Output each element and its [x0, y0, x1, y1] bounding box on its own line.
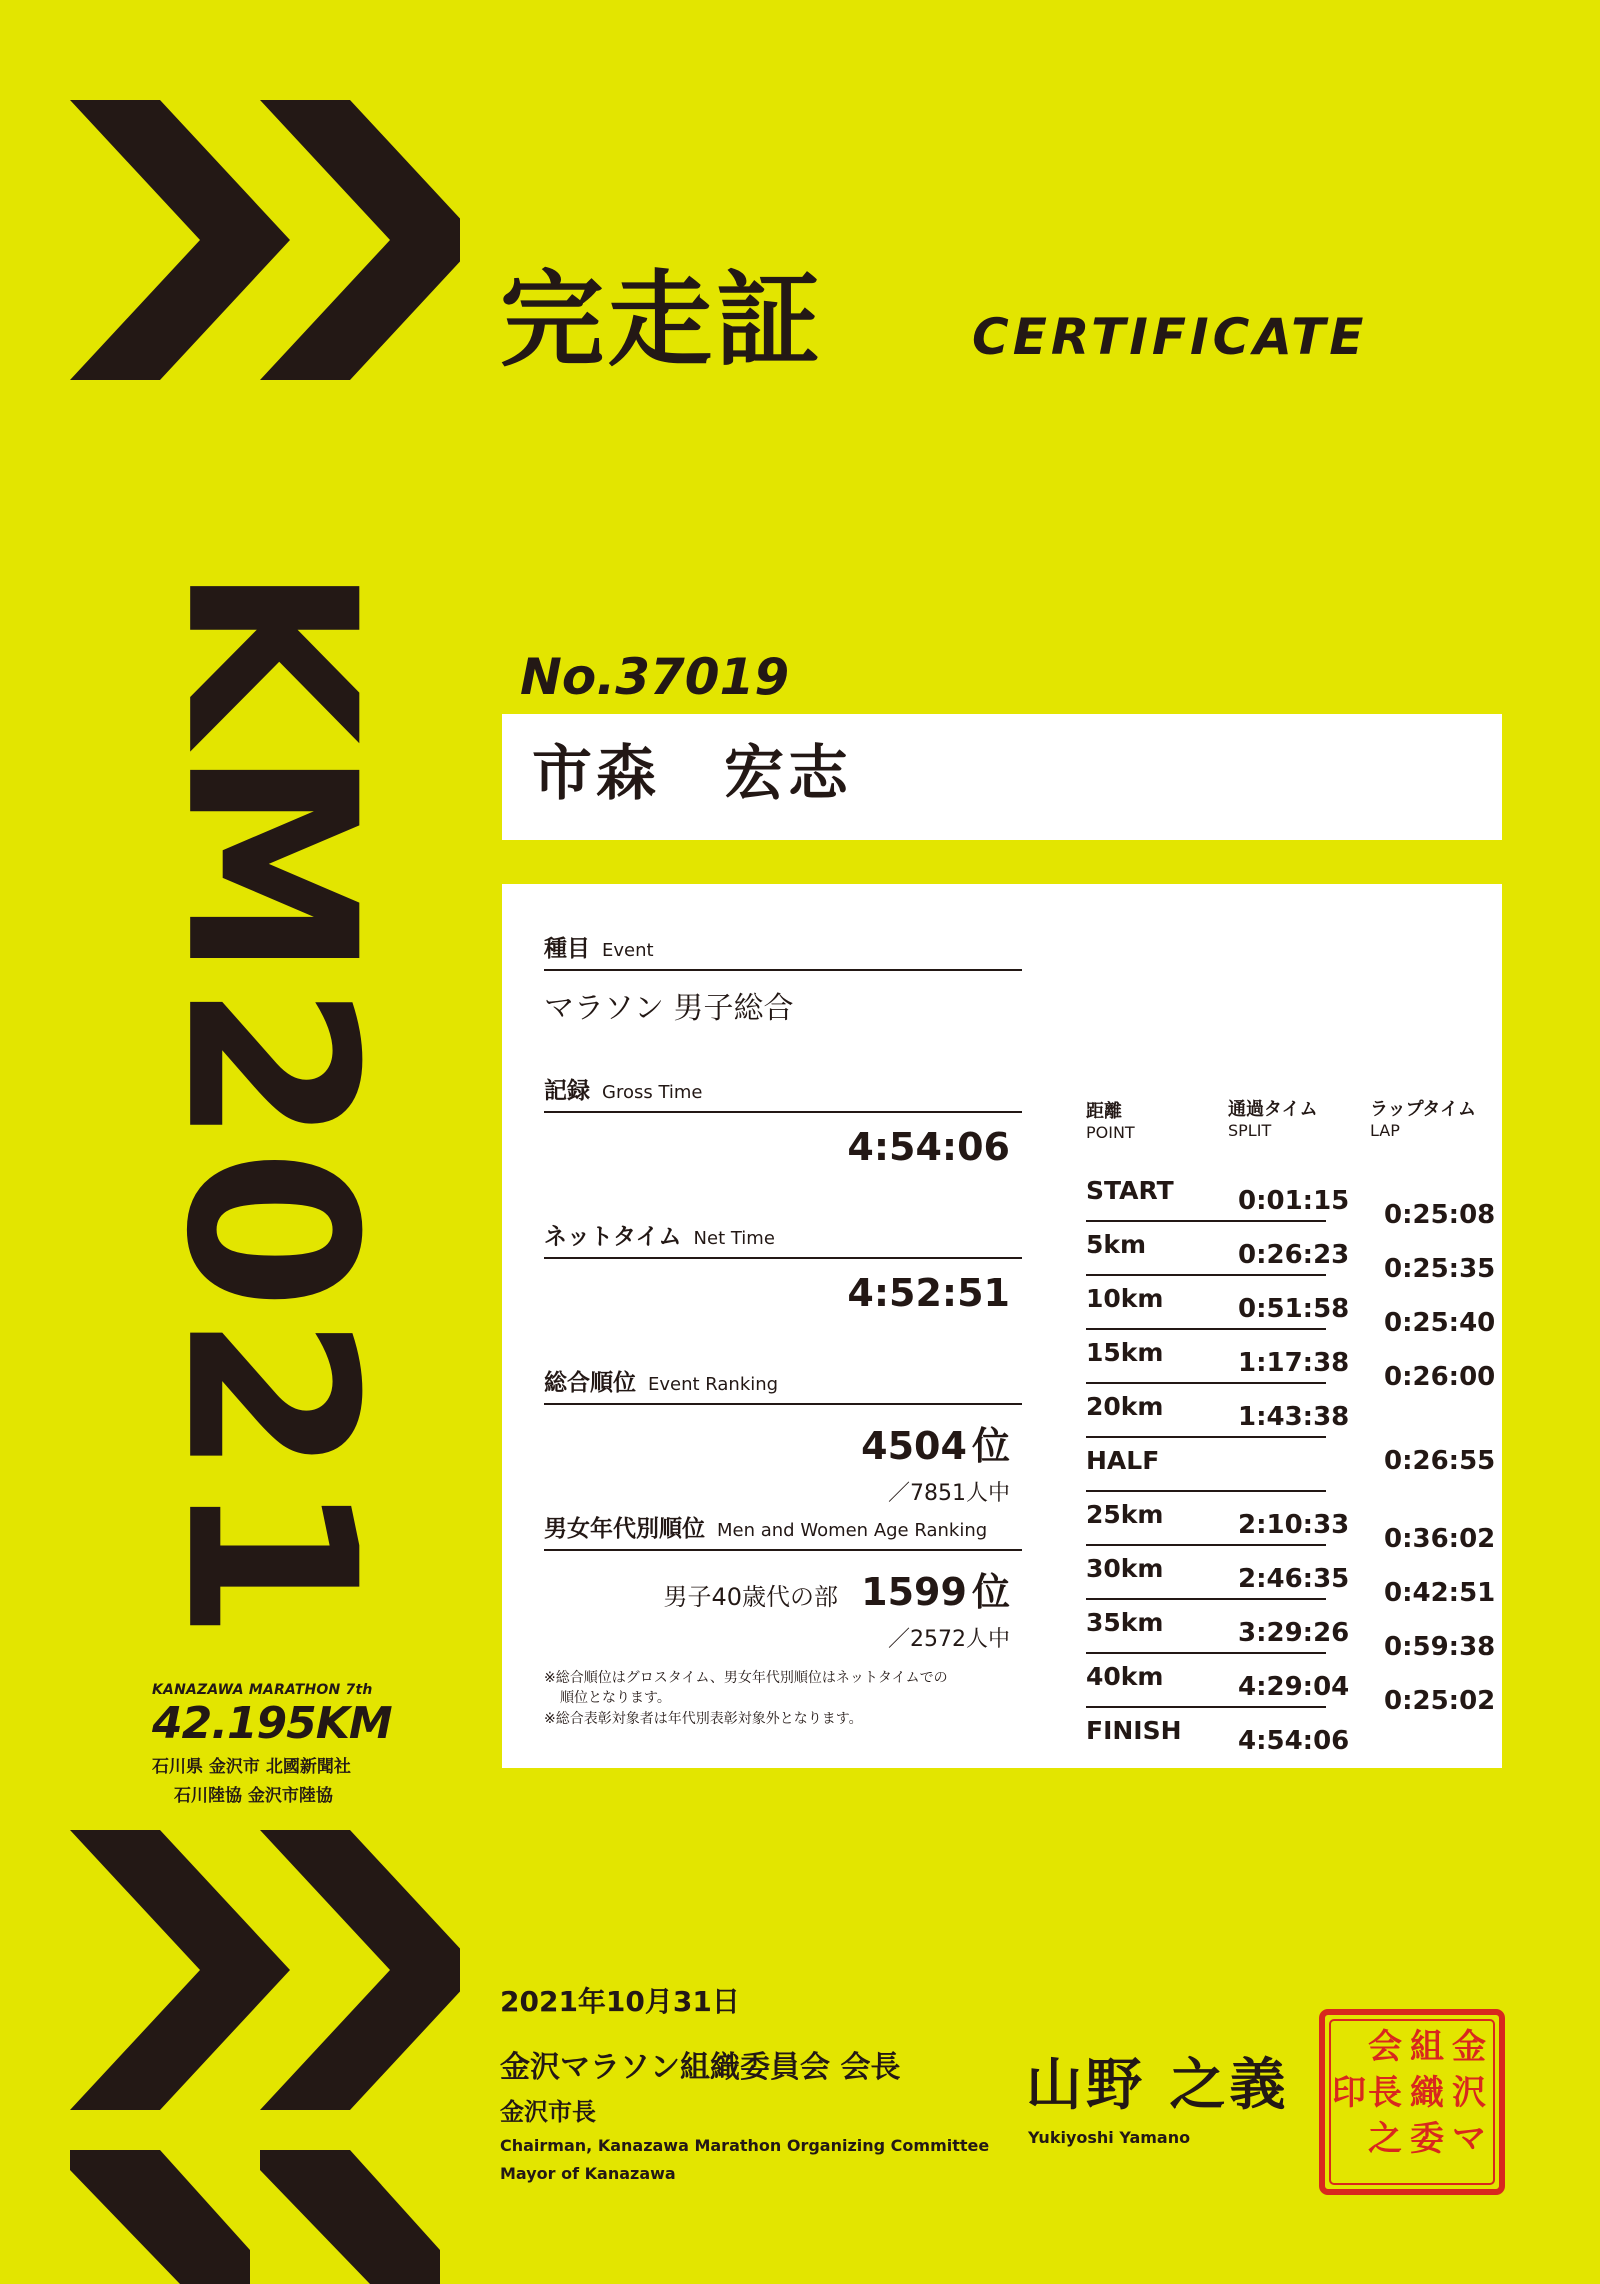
- issuer-title-jp: 金沢マラソン組織委員会 会長: [500, 2050, 901, 2085]
- age-ranking-label: [544, 1510, 1022, 1551]
- split-row: [1086, 1220, 1350, 1276]
- event-ranking-field: [544, 1364, 1022, 1507]
- net-time-label-en: Net Time: [693, 1228, 775, 1249]
- lap-time: 0:25:40: [1384, 1308, 1496, 1338]
- header-lap: [1370, 1098, 1476, 1142]
- split-point: 20km: [1086, 1392, 1164, 1421]
- split-time: 4:54:06: [1238, 1726, 1350, 1756]
- lap-time: 0:25:02: [1384, 1686, 1496, 1716]
- lap-time: 0:25:35: [1384, 1254, 1496, 1284]
- age-ranking-label-jp: 男女年代別順位: [544, 1516, 705, 1542]
- title-en: CERTIFICATE: [972, 308, 1368, 366]
- split-time: 3:29:26: [1238, 1618, 1350, 1648]
- split-row: [1086, 1706, 1350, 1760]
- split-row: [1086, 1274, 1350, 1330]
- event-edition: KANAZAWA MARATHON 7th: [152, 1682, 373, 1698]
- svg-text:織: 織: [1410, 2073, 1444, 2113]
- split-point: 25km: [1086, 1500, 1164, 1529]
- lap-time: 0:26:55: [1384, 1446, 1496, 1476]
- event-ranking-label-jp: 総合順位: [544, 1370, 636, 1396]
- ranking-notes: [544, 1668, 948, 1729]
- split-row: [1086, 1652, 1350, 1708]
- chevron-decoration-top: [0, 50, 460, 430]
- header-point-en: POINT: [1086, 1123, 1135, 1143]
- split-point: 30km: [1086, 1554, 1164, 1583]
- split-time: 0:26:23: [1238, 1240, 1350, 1270]
- header-point: [1086, 1100, 1135, 1144]
- event-ranking-number: 4504: [861, 1424, 967, 1468]
- age-ranking-field: [544, 1510, 1022, 1653]
- split-row: [1086, 1544, 1350, 1600]
- split-time: 2:10:33: [1238, 1510, 1350, 1540]
- bib-number: No.37019: [520, 648, 790, 706]
- svg-text:印: 印: [1332, 2073, 1366, 2113]
- svg-text:沢: 沢: [1452, 2073, 1486, 2113]
- split-row: [1086, 1490, 1350, 1546]
- split-time: 0:01:15: [1238, 1186, 1350, 1216]
- event-label-jp: 種目: [544, 936, 590, 962]
- header-split: [1228, 1098, 1318, 1142]
- note-line: ※総合表彰対象者は年代別表彰対象外となります。: [544, 1710, 863, 1727]
- event-block: [152, 1682, 392, 1807]
- gross-time-label: [544, 1072, 1022, 1113]
- age-ranking-category: 男子40歳代の部: [663, 1583, 839, 1611]
- gross-time-field: [544, 1072, 1022, 1169]
- net-time-value: 4:52:51: [847, 1271, 1010, 1315]
- split-point: 5km: [1086, 1230, 1147, 1259]
- header-split-jp: 通過タイム: [1228, 1099, 1318, 1120]
- issue-date: 2021年10月31日: [500, 1985, 740, 2018]
- issuer-title-en-2: Mayor of Kanazawa: [500, 2164, 676, 2183]
- svg-text:之: 之: [1368, 2119, 1402, 2159]
- split-row: [1086, 1436, 1326, 1492]
- issuer-title-jp-2: 金沢市長: [500, 2098, 596, 2126]
- split-point: 35km: [1086, 1608, 1164, 1637]
- lap-time: 0:59:38: [1384, 1632, 1496, 1662]
- year-mark: [135, 540, 406, 1670]
- split-time: 1:17:38: [1238, 1348, 1350, 1378]
- header-point-jp: 距離: [1086, 1101, 1122, 1122]
- net-time-label-jp: ネットタイム: [544, 1224, 682, 1250]
- net-time-field: [544, 1218, 1022, 1315]
- svg-text:長: 長: [1368, 2073, 1402, 2113]
- svg-text:組: 組: [1410, 2027, 1444, 2067]
- issuer-title-en: Chairman, Kanazawa Marathon Organizing Committee: [500, 2136, 990, 2155]
- note-line: 順位となります。: [560, 1690, 671, 1707]
- event-distance: 42.195KM: [152, 1698, 392, 1749]
- split-time: 0:51:58: [1238, 1294, 1350, 1324]
- event-ranking-value: [544, 1415, 1022, 1507]
- note-line: ※総合順位はグロスタイム、男女年代別順位はネットタイムでの: [544, 1670, 948, 1686]
- split-row: [1086, 1382, 1350, 1438]
- runner-name-box: [502, 714, 1502, 840]
- split-point: START: [1086, 1176, 1174, 1205]
- split-row: [1086, 1328, 1350, 1384]
- header-split-en: SPLIT: [1228, 1121, 1272, 1141]
- svg-text:マ: マ: [1452, 2119, 1486, 2159]
- split-row: [1086, 1166, 1350, 1222]
- signer-name-jp: 山野 之義: [1026, 2053, 1290, 2118]
- lap-time: 0:26:00: [1384, 1362, 1496, 1392]
- age-ranking-label-en: Men and Women Age Ranking: [717, 1520, 988, 1541]
- split-point: 15km: [1086, 1338, 1164, 1367]
- gross-time-value: 4:54:06: [847, 1125, 1010, 1169]
- age-ranking-unit: 位: [971, 1570, 1010, 1614]
- event-ranking-label-en: Event Ranking: [648, 1374, 779, 1395]
- runner-name: 市森 宏志: [532, 739, 852, 809]
- event-label-en: Event: [602, 940, 654, 961]
- lap-time: 0:42:51: [1384, 1578, 1496, 1608]
- gross-time-label-jp: 記録: [544, 1078, 590, 1104]
- event-field: [544, 930, 1022, 1027]
- split-time: 4:29:04: [1238, 1672, 1350, 1702]
- event-organizers-1: 石川県 金沢市 北國新聞社: [152, 1757, 351, 1778]
- split-time: 2:46:35: [1238, 1564, 1350, 1594]
- split-point: HALF: [1086, 1446, 1160, 1475]
- chevron-decoration-bottom: [0, 1820, 460, 2284]
- event-organizers-2: 石川陸協 金沢市陸協: [174, 1786, 333, 1807]
- official-seal-icon: [1318, 2008, 1506, 2196]
- event-value: マラソン 男子総合: [544, 991, 794, 1026]
- event-ranking-unit: 位: [971, 1424, 1010, 1468]
- event-label: [544, 930, 1022, 971]
- results-panel: [502, 884, 1502, 1768]
- split-point: 40km: [1086, 1662, 1164, 1691]
- age-ranking-number: 1599: [861, 1570, 967, 1614]
- signer-name-en: Yukiyoshi Yamano: [1028, 2128, 1191, 2147]
- event-ranking-label: [544, 1364, 1022, 1405]
- net-time-label: [544, 1218, 1022, 1259]
- split-time: 1:43:38: [1238, 1402, 1350, 1432]
- year-mark-text: KM2021: [135, 564, 406, 1646]
- age-ranking-total: ／2572人中: [888, 1627, 1010, 1652]
- lap-time: 0:36:02: [1384, 1524, 1496, 1554]
- gross-time-label-en: Gross Time: [602, 1082, 703, 1103]
- svg-text:会: 会: [1368, 2027, 1402, 2067]
- title-jp: 完走証: [500, 259, 825, 381]
- split-point: FINISH: [1086, 1716, 1182, 1745]
- split-row: [1086, 1598, 1350, 1654]
- header-lap-en: LAP: [1370, 1121, 1400, 1141]
- svg-text:委: 委: [1410, 2119, 1444, 2159]
- lap-time: 0:25:08: [1384, 1200, 1496, 1230]
- event-ranking-total: ／7851人中: [888, 1481, 1010, 1506]
- svg-text:金: 金: [1452, 2027, 1486, 2067]
- split-point: 10km: [1086, 1284, 1164, 1313]
- header-lap-jp: ラップタイム: [1370, 1099, 1477, 1120]
- age-ranking-value: [544, 1561, 1022, 1653]
